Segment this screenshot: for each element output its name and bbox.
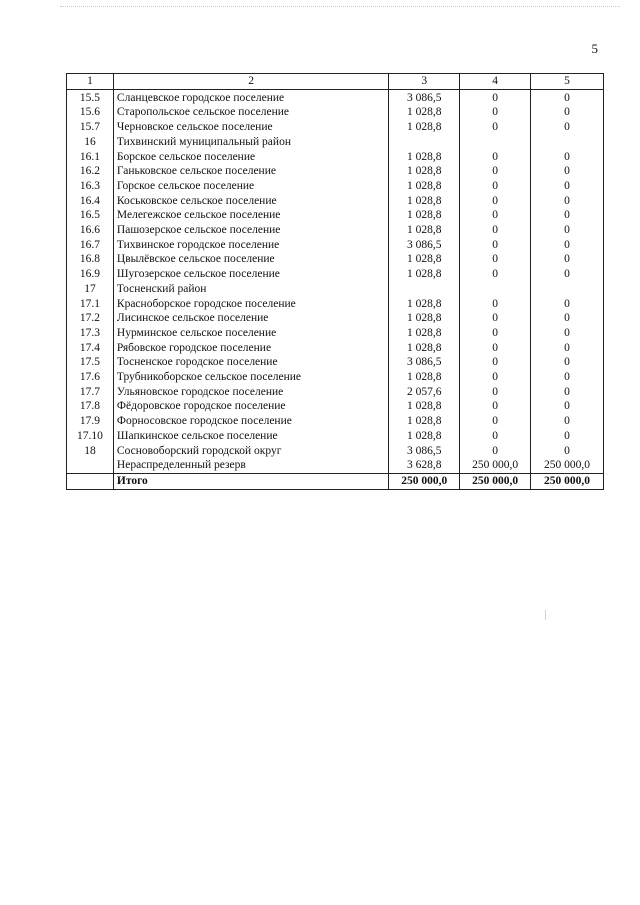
- reserve-row: [67, 458, 604, 473]
- row-col5-value: 0: [531, 399, 604, 414]
- row-col3-value: 1 028,8: [389, 150, 460, 165]
- row-number: 17.7: [67, 385, 114, 400]
- row-number: 17.5: [67, 355, 114, 370]
- row-name: Тосненский район: [113, 282, 388, 297]
- table-row: [67, 311, 604, 326]
- row-col5-value: 0: [531, 267, 604, 282]
- row-col4-value: 0: [460, 120, 531, 135]
- table-row: [67, 238, 604, 253]
- allocation-table: [66, 73, 604, 490]
- row-name: Трубникоборское сельское поселение: [113, 370, 388, 385]
- table-row: [67, 150, 604, 165]
- row-name: Коськовское сельское поселение: [113, 194, 388, 209]
- row-col3-value: 3 086,5: [389, 238, 460, 253]
- table-row: [67, 223, 604, 238]
- total-col3-value: 250 000,0: [389, 473, 460, 489]
- table-row: [67, 444, 604, 459]
- row-col5-value: 0: [531, 355, 604, 370]
- column-header: 4: [460, 74, 531, 90]
- row-col5-value: 0: [531, 341, 604, 356]
- row-col3-value: 1 028,8: [389, 311, 460, 326]
- row-name: Тихвинский муниципальный район: [113, 135, 388, 150]
- row-col4-value: 0: [460, 179, 531, 194]
- row-number: 15.7: [67, 120, 114, 135]
- row-number: 16.8: [67, 252, 114, 267]
- row-number: 16.5: [67, 208, 114, 223]
- row-col4-value: [460, 135, 531, 150]
- row-col5-value: 0: [531, 429, 604, 444]
- table-row: [67, 267, 604, 282]
- row-col5-value: 0: [531, 120, 604, 135]
- row-name: Ульяновское городское поселение: [113, 385, 388, 400]
- table-row: [67, 135, 604, 150]
- row-number: 16.1: [67, 150, 114, 165]
- row-name: Ганьковское сельское поселение: [113, 164, 388, 179]
- row-col4-value: 0: [460, 297, 531, 312]
- row-col4-value: 0: [460, 370, 531, 385]
- row-name: Красноборское городское поселение: [113, 297, 388, 312]
- row-col4-value: 0: [460, 385, 531, 400]
- row-number: 17.4: [67, 341, 114, 356]
- row-col3-value: 1 028,8: [389, 120, 460, 135]
- row-col5-value: 0: [531, 223, 604, 238]
- row-col5-value: [531, 282, 604, 297]
- row-col3-value: 2 057,6: [389, 385, 460, 400]
- row-col3-value: 1 028,8: [389, 179, 460, 194]
- row-number: 15.6: [67, 105, 114, 120]
- row-name: Мелегежское сельское поселение: [113, 208, 388, 223]
- row-number: 17: [67, 282, 114, 297]
- row-col5-value: 0: [531, 297, 604, 312]
- row-col3-value: 3 628,8: [389, 458, 460, 473]
- row-col5-value: 0: [531, 179, 604, 194]
- table-row: [67, 208, 604, 223]
- row-number: 17.10: [67, 429, 114, 444]
- row-col3-value: 1 028,8: [389, 399, 460, 414]
- row-number: 16.9: [67, 267, 114, 282]
- row-number: 16.6: [67, 223, 114, 238]
- row-name: Борское сельское поселение: [113, 150, 388, 165]
- row-col4-value: 0: [460, 429, 531, 444]
- row-col4-value: 0: [460, 311, 531, 326]
- row-col3-value: 1 028,8: [389, 223, 460, 238]
- row-name: Старопольское сельское поселение: [113, 105, 388, 120]
- row-col5-value: 0: [531, 252, 604, 267]
- row-col3-value: 3 086,5: [389, 444, 460, 459]
- row-name: Сланцевское городское поселение: [113, 89, 388, 105]
- row-col4-value: 0: [460, 326, 531, 341]
- row-number: 15.5: [67, 89, 114, 105]
- row-col3-value: 3 086,5: [389, 89, 460, 105]
- row-col4-value: 0: [460, 194, 531, 209]
- row-col4-value: 0: [460, 414, 531, 429]
- table-row: [67, 370, 604, 385]
- row-name: Тихвинское городское поселение: [113, 238, 388, 253]
- row-col5-value: 0: [531, 444, 604, 459]
- row-name: Шугозерское сельское поселение: [113, 267, 388, 282]
- row-col4-value: 0: [460, 150, 531, 165]
- table-row: [67, 326, 604, 341]
- table-row: [67, 297, 604, 312]
- row-number: 16: [67, 135, 114, 150]
- row-col5-value: [531, 135, 604, 150]
- row-number: 17.3: [67, 326, 114, 341]
- total-row: [67, 473, 604, 489]
- table-row: [67, 179, 604, 194]
- row-col3-value: 1 028,8: [389, 194, 460, 209]
- column-header: 5: [531, 74, 604, 90]
- row-col4-value: 0: [460, 341, 531, 356]
- scan-edge-marks: [60, 6, 620, 11]
- row-number: 17.9: [67, 414, 114, 429]
- row-name: Форносовское городское поселение: [113, 414, 388, 429]
- total-number: [67, 473, 114, 489]
- row-col4-value: 0: [460, 252, 531, 267]
- row-col3-value: 1 028,8: [389, 267, 460, 282]
- row-name: Шапкинское сельское поселение: [113, 429, 388, 444]
- row-col5-value: 0: [531, 208, 604, 223]
- row-name: Нераспределенный резерв: [113, 458, 388, 473]
- table-row: [67, 120, 604, 135]
- row-col4-value: 0: [460, 238, 531, 253]
- row-number: 17.6: [67, 370, 114, 385]
- table-row: [67, 105, 604, 120]
- row-col5-value: 0: [531, 326, 604, 341]
- row-name: Черновское сельское поселение: [113, 120, 388, 135]
- row-col3-value: [389, 135, 460, 150]
- row-name: Горское сельское поселение: [113, 179, 388, 194]
- column-header: 1: [67, 74, 114, 90]
- table-row: [67, 355, 604, 370]
- table-row: [67, 194, 604, 209]
- row-name: Лисинское сельское поселение: [113, 311, 388, 326]
- column-header: 2: [113, 74, 388, 90]
- total-col4-value: 250 000,0: [460, 473, 531, 489]
- row-number: 17.1: [67, 297, 114, 312]
- row-col3-value: 1 028,8: [389, 297, 460, 312]
- row-col5-value: 0: [531, 385, 604, 400]
- row-col3-value: 1 028,8: [389, 252, 460, 267]
- row-col4-value: 0: [460, 399, 531, 414]
- row-col4-value: 0: [460, 223, 531, 238]
- table-row: [67, 429, 604, 444]
- table-row: [67, 282, 604, 297]
- row-col5-value: 0: [531, 311, 604, 326]
- row-col4-value: 0: [460, 208, 531, 223]
- row-col3-value: 1 028,8: [389, 326, 460, 341]
- total-col5-value: 250 000,0: [531, 473, 604, 489]
- row-name: Нурминское сельское поселение: [113, 326, 388, 341]
- row-col4-value: 0: [460, 105, 531, 120]
- row-col5-value: 250 000,0: [531, 458, 604, 473]
- row-number: 16.7: [67, 238, 114, 253]
- table-row: [67, 385, 604, 400]
- row-col3-value: 1 028,8: [389, 429, 460, 444]
- row-col4-value: 0: [460, 164, 531, 179]
- row-col5-value: 0: [531, 370, 604, 385]
- column-header: 3: [389, 74, 460, 90]
- row-number: 16.4: [67, 194, 114, 209]
- row-number: 16.3: [67, 179, 114, 194]
- scan-dot: [545, 610, 546, 620]
- table-row: [67, 252, 604, 267]
- row-name: Тосненское городское поселение: [113, 355, 388, 370]
- page-number: 5: [591, 41, 598, 56]
- row-col3-value: 1 028,8: [389, 414, 460, 429]
- row-col5-value: 0: [531, 150, 604, 165]
- row-number: [67, 458, 114, 473]
- row-col4-value: 0: [460, 444, 531, 459]
- row-col3-value: 1 028,8: [389, 164, 460, 179]
- row-number: 18: [67, 444, 114, 459]
- row-number: 17.2: [67, 311, 114, 326]
- table-row: [67, 164, 604, 179]
- row-col3-value: 1 028,8: [389, 105, 460, 120]
- row-col4-value: 0: [460, 267, 531, 282]
- row-col4-value: [460, 282, 531, 297]
- row-col3-value: [389, 282, 460, 297]
- row-col4-value: 0: [460, 89, 531, 105]
- row-col3-value: 1 028,8: [389, 341, 460, 356]
- row-col5-value: 0: [531, 89, 604, 105]
- row-number: 16.2: [67, 164, 114, 179]
- row-col5-value: 0: [531, 238, 604, 253]
- row-col5-value: 0: [531, 164, 604, 179]
- row-number: 17.8: [67, 399, 114, 414]
- row-col4-value: 0: [460, 355, 531, 370]
- row-col3-value: 1 028,8: [389, 208, 460, 223]
- row-col3-value: 3 086,5: [389, 355, 460, 370]
- table-row: [67, 414, 604, 429]
- row-col5-value: 0: [531, 105, 604, 120]
- row-name: Фёдоровское городское поселение: [113, 399, 388, 414]
- row-name: Сосновоборский городской округ: [113, 444, 388, 459]
- row-col5-value: 0: [531, 194, 604, 209]
- header-row: [67, 74, 604, 90]
- table-row: [67, 89, 604, 105]
- table-row: [67, 341, 604, 356]
- row-name: Рябовское городское поселение: [113, 341, 388, 356]
- row-col4-value: 250 000,0: [460, 458, 531, 473]
- row-name: Цвылёвское сельское поселение: [113, 252, 388, 267]
- row-name: Пашозерское сельское поселение: [113, 223, 388, 238]
- row-col3-value: 1 028,8: [389, 370, 460, 385]
- table-row: [67, 399, 604, 414]
- total-label: Итого: [113, 473, 388, 489]
- row-col5-value: 0: [531, 414, 604, 429]
